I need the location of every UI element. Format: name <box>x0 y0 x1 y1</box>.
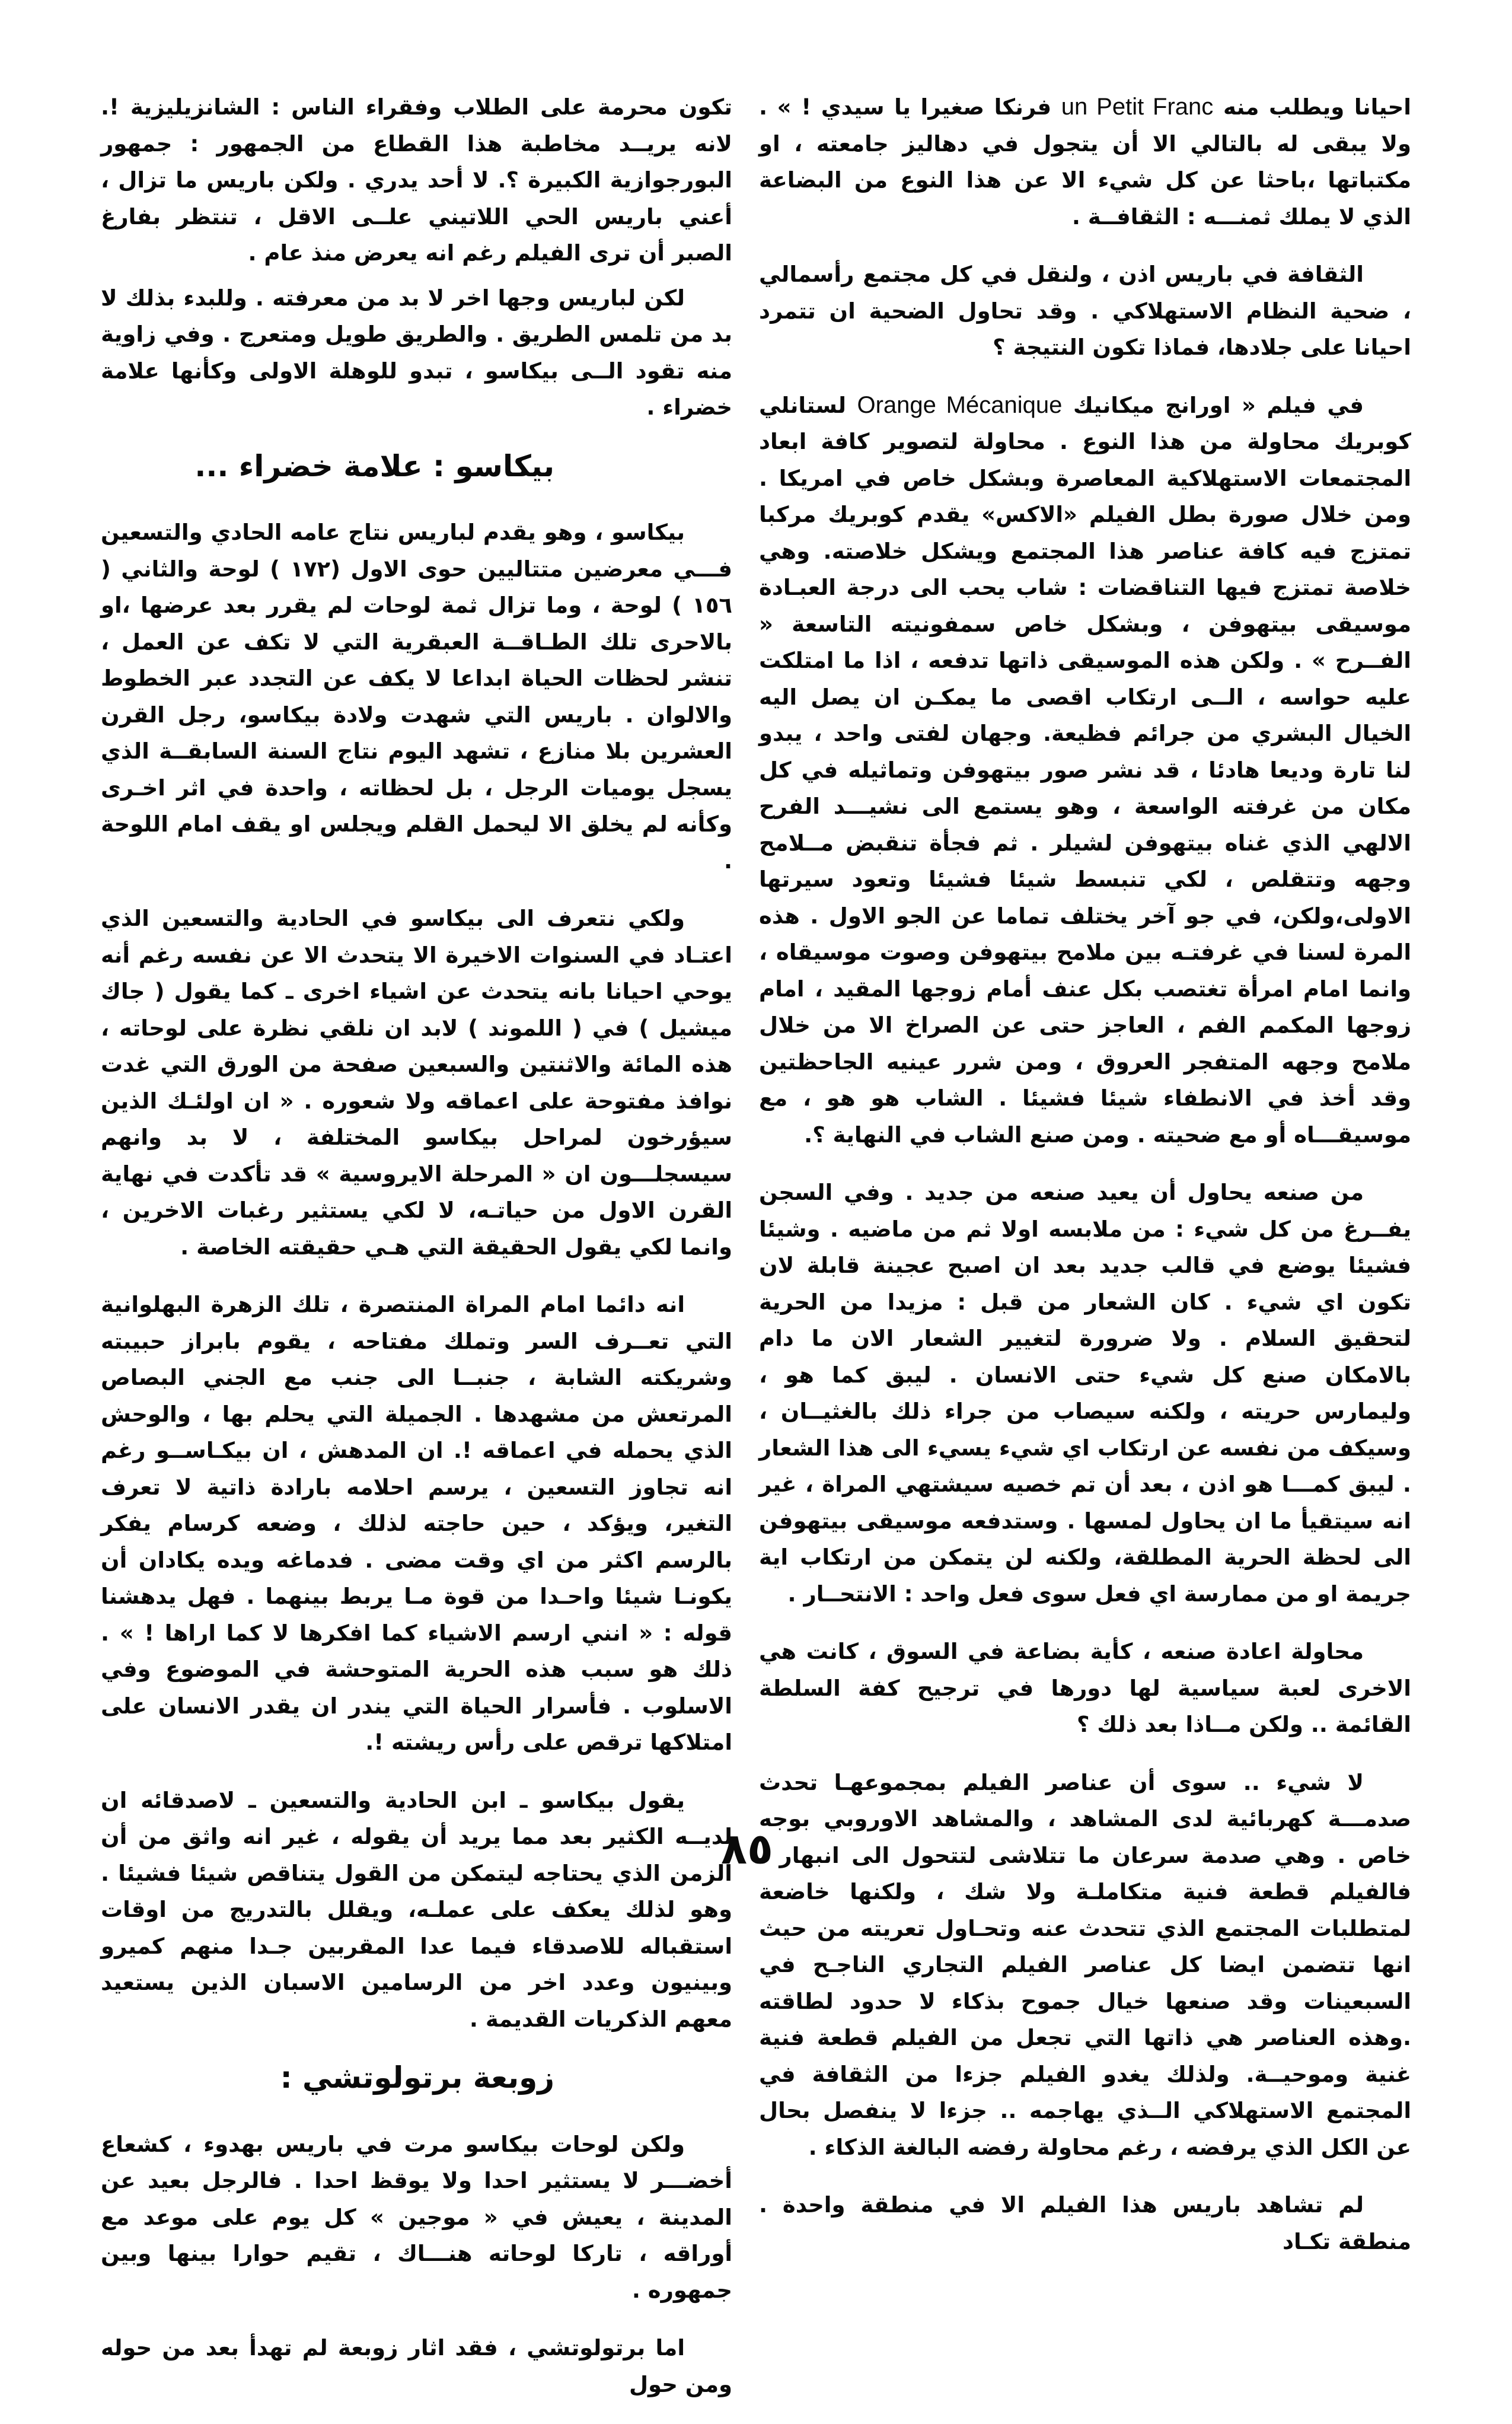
paragraph: بيكاسو ، وهو يقدم لباريس نتاج عامه الحادي والتسعين فـــي معرضين متتاليين حوى الاول (١٧٢ ) لوحة والثاني ( ١٥٦ ) لوحة ، وما تزال ثمة لوحات لم يقرر بعد عرضها ،او بالاحرى تلك الطـاقــة العبقرية التي لا تكف عن العمل ، تنشر لحظات الحياة ابداعا لا يكف عن التجدد عبر الخطوط والالوان . باريس التي شهدت ولادة بيكاسو، رجل القرن العشرين بلا منازع ، تشهد اليوم نتاج السنة السابقــة الذي يسجل يوميات الرجل ، بل لحظاته ، واحدة في اثر اخـرى وكأنه لم يخلق الا ليحمل القلم ويجلس او يقف امام اللوحة . <box>101 520 732 874</box>
page-number: ٨٥ <box>721 1824 773 1874</box>
paragraph: ولكي نتعرف الى بيكاسو في الحادية والتسعين الذي اعتـاد في السنوات الاخيرة الا يتحدث الا عن نفسه رغم أنه يوحي احيانا بانه يتحدث عن اشياء اخرى ـ كما يقول ( جاك ميشيل ) في ( اللموند ) لابد ان نلقي نظرة على لوحاته ، هذه المائة والاثنتين والسبعين صفحة من الورق التي غدت نوافذ مفتوحة على اعماقه ولا شعوره . « ان اولئـك الذين سيؤرخون لمراحل بيكاسو المختلفة ، لا بد وانهم سيسجلـــون ان « المرحلة الايروسية » قد تأكدت في نهاية القرن الاول من حياتـه، لا لكي يستثير رغبات الاخرين ، وانما لكي يقول الحقيقة التي هـي حقيقته الخاصة . <box>101 906 732 1260</box>
article-column-left <box>101 89 732 2424</box>
article-column-right <box>759 89 1411 2281</box>
section-heading-bertolucci: زوبعة برتولوتشي : <box>280 2060 554 2095</box>
latin-phrase: un Petit Franc <box>1061 94 1214 120</box>
paragraph: يقول بيكاسو ـ ابن الحادية والتسعين ـ لاصدقائه ان لديــه الكثير بعد مما يريد أن يقوله ، غير انه واثق من أن الزمن الذي يحتاجه ليتمكن من القول يتناقص شيئا فشيئا . وهو لذلك يعكف على عملـه، ويقلل بالتدريج من اوقات استقباله للاصدقاء فيما عدا المقربين جـدا منهم كميرو وبينيون وعدد اخر من الرسامين الاسبان الذين يستعيد معهم الذكريات القديمة . <box>101 1787 732 2032</box>
paragraph: اما برتولوتشي ، فقد اثار زوبعة لم تهدأ بعد من حوله ومن حول <box>101 2335 732 2397</box>
paragraph: تكون محرمة على الطلاب وفقراء الناس : الشانزيليزية !. لانه يريــد مخاطبة هذا القطاع من الجمهور : جمهور البورجوازية الكبيرة ؟. لا أحد يدري . ولكن باريس ما تزال ، أعني باريس الحي اللاتيني علــى الاقل ، تنتظر بفارغ الصبر أن ترى الفيلم رغم انه يعرض منذ عام . <box>101 94 732 266</box>
paragraph: محاولة اعادة صنعه ، كأية بضاعة في السوق ، كانت هي الاخرى لعبة سياسية لها دورها في ترجيح كفة السلطة القائمة .. ولكن مــاذا بعد ذلك ؟ <box>759 1639 1411 1737</box>
paragraph: لا شيء .. سوى أن عناصر الفيلم بمجموعهـا تحدث صدمـــة كهربائية لدى المشاهد ، والمشاهد الاوروبي بوجه خاص . وهي صدمة سرعان ما تتلاشى لتتحول الى انبهار . فالفيلم قطعة فنية متكاملـة ولا شك ، ولكنها خاضعة لمتطلبات المجتمع الذي تتحدث عنه وتحـاول تعريته من حيث انها تتضمن ايضا كل عناصر الفيلم التجاري الناجـح في السبعينات وقد صنعها خيال جموح بذكاء لا حدود لطاقته .وهذه العناصر هي ذاتها التي تجعل من الفيلم قطعة فنية غنية وموحيــة. ولذلك يغدو الفيلم جزءا من الثقافة في المجتمع الاستهلاكي الــذي يهاجمه .. جزءا لا ينفصل بحال عن الكل الذي يرفضه ، رغم محاولة رفضه البالغة الذكاء . <box>759 1769 1411 2160</box>
paragraph: ولكن لوحات بيكاسو مرت في باريس بهدوء ، كشعاع أخضـــر لا يستثير احدا ولا يوقظ احدا . فالرجل بعيد عن المدينة ، يعيش في « موجين » كل يوم على موعد مع أوراقه ، تاركا لوحاته هنـــاك ، تقيم حوارا بينها وبين جمهوره . <box>101 2131 732 2303</box>
paragraph: لم تشاهد باريس هذا الفيلم الا في منطقة واحدة . منطقة تكـاد <box>759 2192 1411 2254</box>
film-title-latin: Orange Mécanique <box>857 391 1063 418</box>
paragraph: من صنعه يحاول أن يعيد صنعه من جديد . وفي السجن يفــرغ من كل شيء : من ملابسه اولا ثم من ماضيه . وشيئا فشيئا يوضع في قالب جديد بعد ان اصبح عجينة قابلة لان تكون اي شيء . كان الشعار من قبل : مزيدا من الحرية لتحقيق السلام . ولا ضرورة لتغيير الشعار الان ما دام بالامكان صنع كل شيء حتى الانسان . ليبق كما هو ، وليمارس حريته ، ولكنه سيصاب من جراء ذلك بالغثيــان ، وسيكف من نفسه عن ارتكاب اي شيء يسيء الى هذا الشعار . ليبق كمـــا هو اذن ، بعد أن تم خصيه سيشتهي المراة ، غير انه سيتقيأ ما ان يحاول لمسها . وستدفعه موسيقى بيتهوفن الى لحظة الحرية المطلقة، ولكنه لن يتمكن من ارتكاب اية جريمة او من ممارسة اي فعل سوى فعل واحد : الانتحــار . <box>759 1180 1411 1607</box>
section-heading-picasso: بيكاسو : علامة خضراء ... <box>194 448 554 483</box>
paragraph: احيانا ويطلب منه un Petit Franc فرنكا صغيرا يا سيدي ! » . ولا يبقى له بالتالي الا أن يتجول في دهاليز جامعته ، او مكتباتها ،باحثا عن كل شيء الا عن هذا النوع من البضاعة الذي لا يملك ثمنـــه : الثقافــة . <box>759 94 1411 230</box>
paragraph: في فيلم « اورانج ميكانيك Orange Mécanique لستانلي كوبريك محاولة من هذا النوع . محاولة لتصوير كافة ابعاد المجتمعات الاستهلاكية المعاصرة وبشكل خاص في امريكا . ومن خلال صورة بطل الفيلم «الاكس» يقدم كوبريك مركبا تمتزج فيه كافة عناصر هذا المجتمع ويشكل خلاصته. وهي خلاصة تمتزج فيها التناقضات : شاب يحب الى درجة العبـادة موسيقى بيتهوفن ، وبشكل خاص سمفونيته التاسعة « الفــرح » . ولكن هذه الموسيقى ذاتها تدفعه ، اذا ما امتلكت عليه حواسه ، الــى ارتكاب اقصى ما يمكـن ان يصل اليه الخيال البشري من جرائم فظيعة. وجهان لفتى واحد ، يبدو لنا تارة وديعا هادئا ، قد نشر صور بيتهوفن وتماثيله في كل مكان من غرفته الواسعة ، وهو يستمع الى نشيـــد الفرح الالهي الذي غناه بيتهوفن لشيلر . ثم فجأة تنقبض مــلامح وجهه وتتقلص ، لكي تنبسط شيئا فشيئا وتعود سيرتها الاولى،ولكن، في جو آخر يختلف تماما عن الجو الاول . هذه المرة لسنا في غرفتـه بين ملامح بيتهوفن وصوت موسيقاه ، وانما امام امرأة تغتصب بكل عنف أمام زوجها المقيد ، امام زوجها المكمم الفم ، العاجز حتى عن الصراخ الا من خلال ملامح وجهه المتفجر العروق ، ومن شرر عينيه الجاحظتين وقد أخذ في الانطفاء شيئا فشيئا . الشاب هو هو ، مع موسيقـــاه أو مع ضحيته . ومن صنع الشاب في النهاية ؟. <box>759 391 1411 1148</box>
paragraph: الثقافة في باريس اذن ، ولنقل في كل مجتمع رأسمالي ، ضحية النظام الاستهلاكي . وقد تحاول الضحية ان تتمرد احيانا على جلادها، فماذا تكون النتيجة ؟ <box>759 262 1411 360</box>
paragraph: لكن لباريس وجها اخر لا بد من معرفته . وللبدء بذلك لا بد من تلمس الطريق . والطريق طويل ومتعرج . وفي زاوية منه تقود الــى بيكاسو ، تبدو للوهلة الاولى وكأنها علامة خضراء . <box>101 285 732 420</box>
paragraph: انه دائما امام المراة المنتصرة ، تلك الزهرة البهلوانية التي تعــرف السر وتملك مفتاحه ، يقوم بابراز حبيبته وشريكته الشابة ، جنبــا الى جنب مع الجني البصاص المرتعش من مشهدها . الجميلة التي يحلم بها ، والوحش الذي يحمله في اعماقه !. ان المدهش ، ان بيكـاســو رغم انه تجاوز التسعين ، يرسم احلامه بارادة ذاتية لا تعرف التغير، ويؤكد ، حين حاجته لذلك ، وضعه كرسام يفكر بالرسم اكثر من اي وقت مضى . فدماغه ويده يكادان أن يكونـا شيئا واحـدا من قوة مـا يربط بينهما . فهل يدهشنا قوله : « انني ارسم الاشياء كما افكرها لا كما اراها ! » . ذلك هو سبب هذه الحرية المتوحشة في الموضوع وفي الاسلوب . فأسرار الحياة التي يندر ان يقدر الانسان على امتلاكها ترقص على رأس ريشته !. <box>101 1292 732 1755</box>
